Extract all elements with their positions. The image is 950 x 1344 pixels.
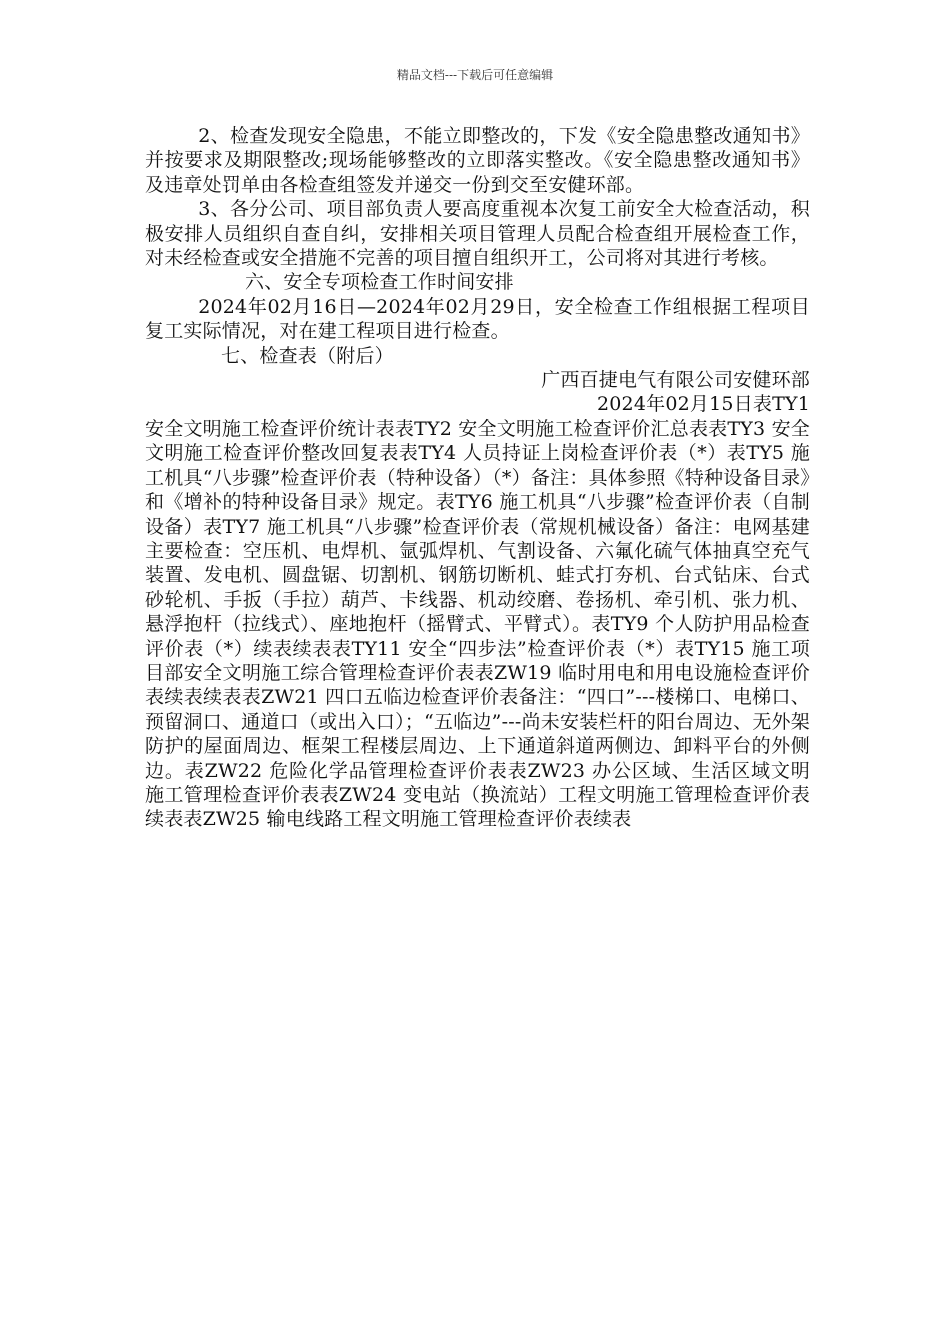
table-list-paragraph: 安全文明施工检查评价统计表表TY2 安全文明施工检查评价汇总表表TY3 安全文明施工检查评价整改回复表表TY4 人员持证上岗检查评价表（*）表TY5 施工机具“八步骤”检查评价表（特种设备）（*）备注：具体参照《特种设备目录》和《增补的特种设备目录》规定。表TY6 施工机具“八步骤”检查评价表（自制设备）表TY7 施工机具“八步骤”检查评价表（常规机械设备）备注：电网基建主要检查：空压机、电焊机、氩弧焊机、气割设备、六氟化硫气体抽真空充气装置、发电机、圆盘锯、切割机、钢筋切断机、蛙式打夯机、台式钻床、台式砂轮机、手扳（手拉）葫芦、卡线器、机动绞磨、卷扬机、牵引机、张力机、悬浮抱杆（拉线式）、座地抱杆（摇臂式、平臂式）。表TY9 个人防护用品检查评价表（*）续表续表表TY11 安全“四步法”检查评价表（*）表TY15 施工项目部安全文明施工综合管理检查评价表表ZW19 临时用电和用电设施检查评价表续表续表表ZW21 四口五临边检查评价表备注：“四口”---楼梯口、电梯口、预留洞口、通道口（或出入口）；“五临边”---尚未安装栏杆的阳台周边、无外架防护的屋面周边、框架工程楼层周边、上下通道斜道两侧边、卸料平台的外侧边。表ZW22 危险化学品管理检查评价表表ZW23 办公区域、生活区域文明施工管理检查评价表表ZW24 变电站（换流站）工程文明施工管理检查评价表续表表ZW25 输电线路工程文明施工管理检查评价表续表: [145, 417, 810, 831]
signature-date: 2024年02月15日表TY1: [596, 393, 810, 416]
section-heading-6: 六、安全专项检查工作时间安排: [245, 271, 514, 294]
section-heading-7: 七、检查表（附后）: [221, 344, 394, 367]
paragraph-schedule: 2024年02月16日—2024年02月29日，安全检查工作组根据工程项目复工实际情况，对在建工程项目进行检查。: [145, 295, 810, 343]
paragraph-item-2: 2、检查发现安全隐患，不能立即整改的，下发《安全隐患整改通知书》并按要求及期限整改;现场能够整改的立即落实整改。《安全隐患整改通知书》及违章处罚单由各检查组签发并递交一份到交至安健环部。: [145, 125, 810, 196]
paragraph-item-3: 3、各分公司、项目部负责人要高度重视本次复工前安全大检查活动，积极安排人员组织自查自纠，安排相关项目管理人员配合检查组开展检查工作，对未经检查或安全措施不完善的项目擅自组织开工，公司将对其进行考核。: [145, 198, 810, 270]
signature-organization: 广西百捷电气有限公司安健环部: [541, 369, 810, 392]
document-body: [145, 124, 810, 832]
page-header: 精品文档---下载后可任意编辑: [396, 68, 554, 82]
